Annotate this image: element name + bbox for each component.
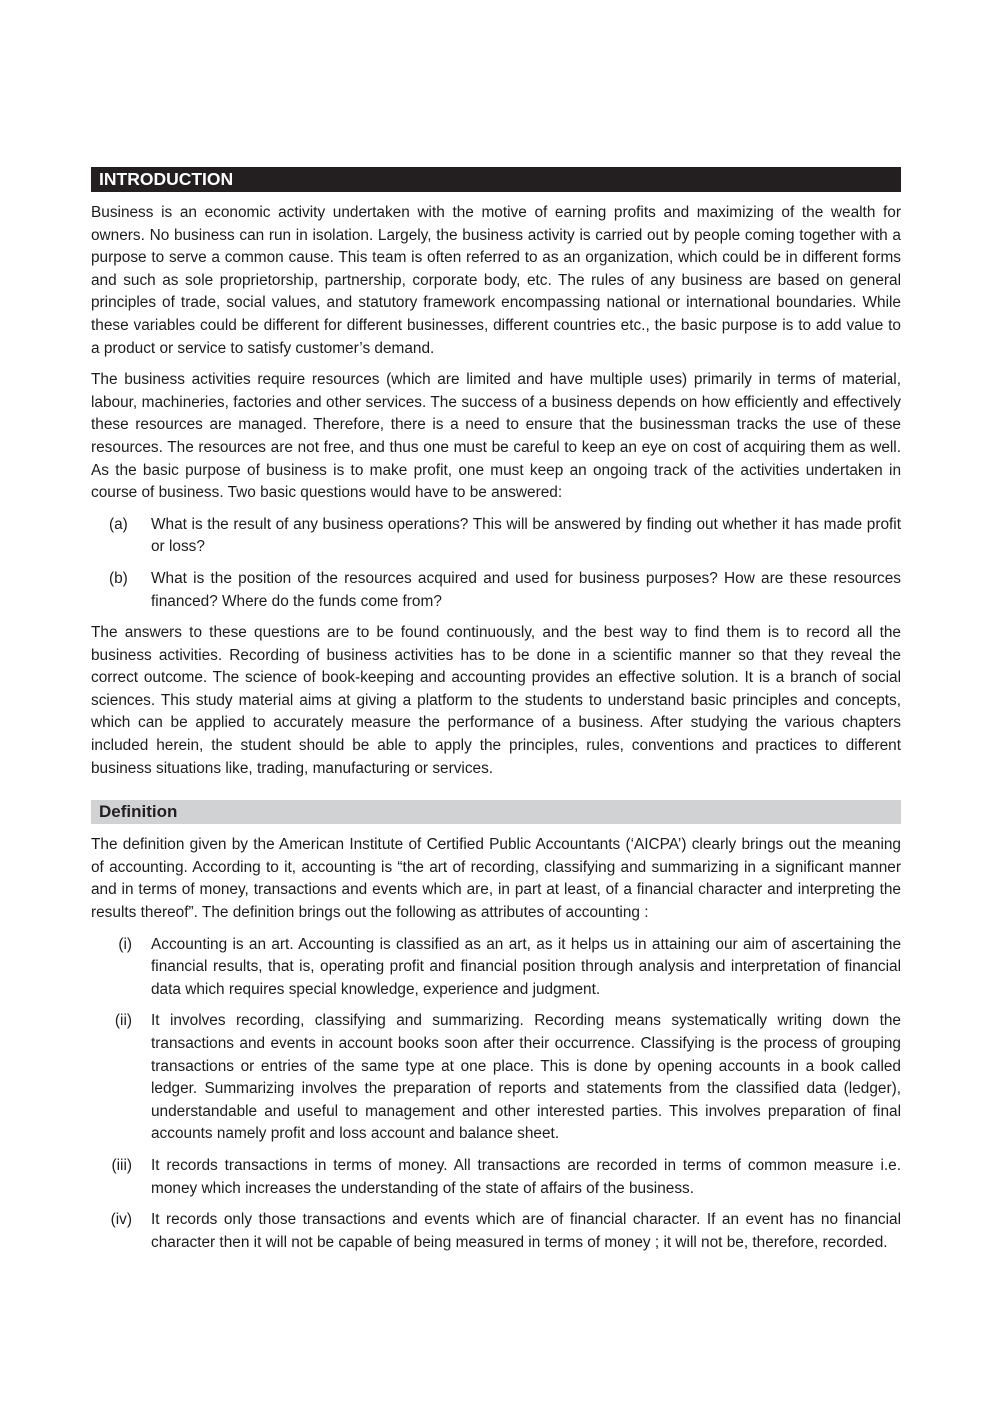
- definition-paragraph: The definition given by the American Institute of Certified Public Accountants (‘AICPA’) clearly brings out the meaning of accounting. According to it, accounting is “the art of recording, classifying and summarizing in a significant manner and in terms of money, transactions and events which are, in part at least, of a financial character and interpreting the results thereof”. The definition brings out the following as attributes of accounting :: [91, 836, 901, 922]
- attribute-item-iii: [91, 1155, 901, 1200]
- list-item-text: It records transactions in terms of money. All transactions are recorded in terms of common measure i.e. money which increases the understanding of the state of affairs of the business.: [151, 1156, 901, 1197]
- attribute-item-i: [91, 934, 901, 1002]
- question-item-b: [91, 568, 901, 613]
- intro-paragraph-2: The business activities require resources (which are limited and have multiple uses) primarily in terms of material, labour, machineries, factories and other services. The success of a business depends on how efficiently and effectively these resources are managed. Therefore, there is a need to ensure that the businessman tracks the use of these resources. The resources are not free, and thus one must be careful to keep an eye on cost of acquiring them as well. As the basic purpose of business is to make profit, one must keep an ongoing track of the activities undertaken in course of business. Two basic questions would have to be answered:: [91, 371, 901, 502]
- attribute-item-ii: [91, 1010, 901, 1146]
- list-item-text: It records only those transactions and events which are of financial character. If an event has no financial character then it will not be capable of being measured in terms of money ; it will not be, therefore, recorded.: [151, 1211, 901, 1251]
- question-item-a: [91, 514, 901, 559]
- intro-closing-paragraph: The answers to these questions are to be found continuously, and the best way to find them is to record all the business activities. Recording of business activities has to be done in a scientific manner so that they reveal the correct outcome. The science of book-keeping and accounting provides an effective solution. It is a branch of social sciences. This study material aims at giving a platform to the students to understand basic principles and concepts, which can be applied to accurately measure the performance of a business. After studying the various chapters included herein, the student should be able to apply the principles, rules, conventions and practices to different business situations like, trading, manufacturing or services.: [91, 624, 901, 777]
- intro-paragraph-1: Business is an economic activity undertaken with the motive of earning profits and maximizing of the wealth for owners. No business can run in isolation. Largely, the business activity is carried out by people coming together with a purpose to serve a common cause. This team is often referred to as an organization, which could be in different forms and such as sole proprietorship, partnership, corporate body, etc. The rules of any business are based on general principles of trade, social values, and statutory framework encompassing national or international boundaries. While these variables could be different for different businesses, different countries etc., the basic purpose is to add value to a product or service to satisfy customer’s demand.: [91, 204, 901, 357]
- list-marker: (i): [118, 935, 132, 953]
- list-marker: (ii): [114, 1012, 132, 1030]
- list-item-text: What is the position of the resources acquired and used for business purposes? How are these resources financed? Where do the funds come from?: [151, 569, 901, 610]
- attribute-item-iv: [91, 1209, 901, 1254]
- list-marker: (iii): [111, 1156, 132, 1174]
- introduction-heading: INTRODUCTION: [91, 167, 901, 192]
- list-marker: (b): [109, 569, 128, 587]
- list-item-text: What is the result of any business operations? This will be answered by finding out whether it has made profit or loss?: [151, 515, 901, 556]
- list-item-text: Accounting is an art. Accounting is classified as an art, as it helps us in attaining our aim of ascertaining the financial results, that is, operating profit and financial position through analysis and interpretation of financial data which requires special knowledge, experience and judgment.: [151, 935, 901, 998]
- document-page: [91, 167, 901, 1263]
- list-item-text: It involves recording, classifying and summarizing. Recording means systematically writing down the transactions and events in account books soon after their occurrence. Classifying is the process of grouping transactions or entries of the same type at one place. This is done by opening accounts in a book called ledger. Summarizing involves the preparation of reports and statements from the classified data (ledger), understandable and useful to management and other interested parties. This involves preparation of final accounts namely profit and loss account and balance sheet.: [151, 1012, 901, 1143]
- list-marker: (a): [109, 515, 128, 533]
- list-marker: (iv): [110, 1211, 132, 1229]
- definition-heading: Definition: [91, 800, 901, 824]
